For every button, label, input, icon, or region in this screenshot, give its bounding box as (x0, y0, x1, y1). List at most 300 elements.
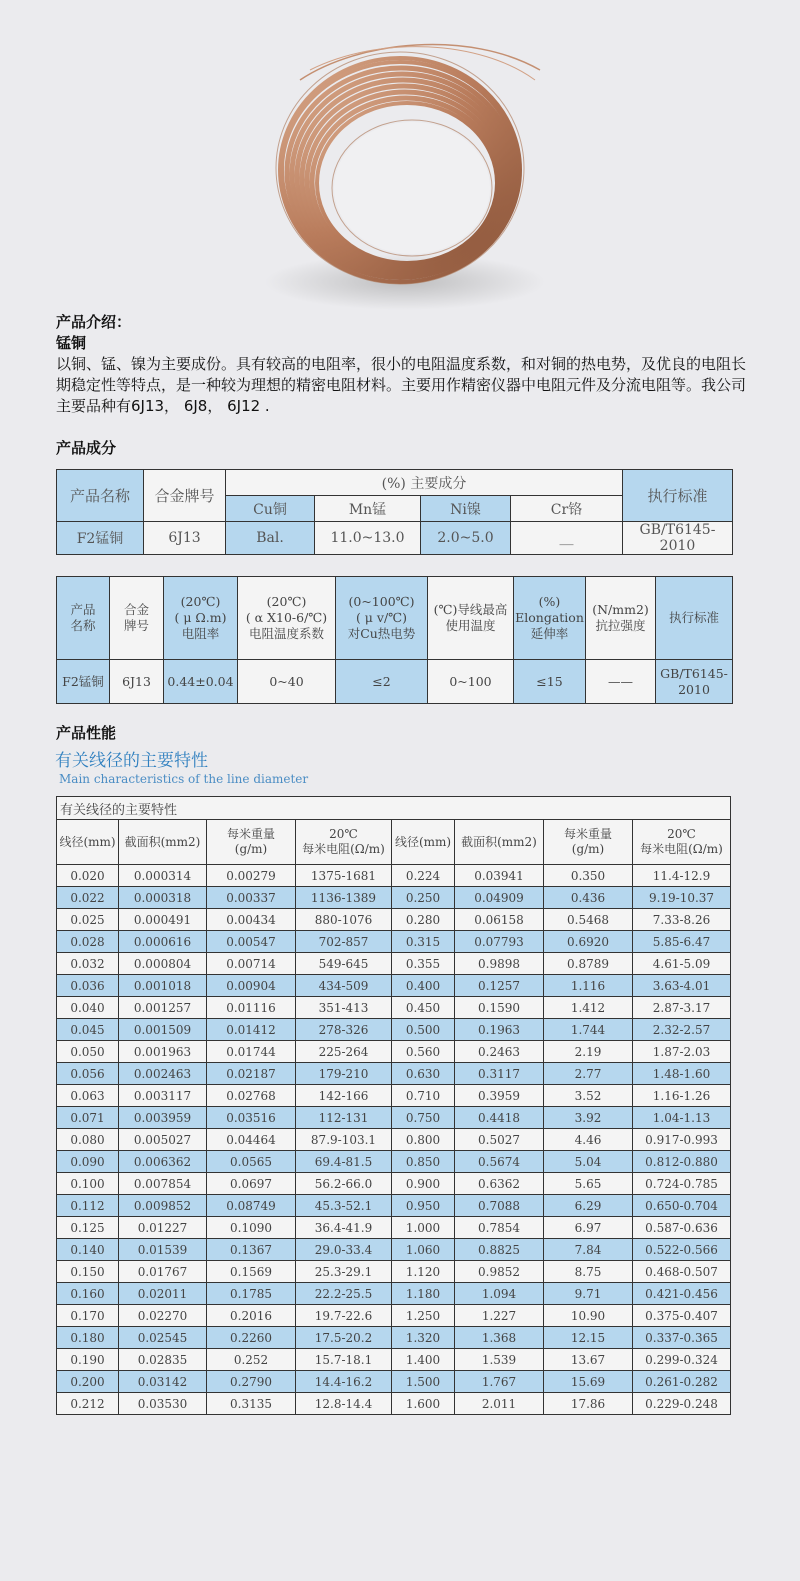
table-cell: 1.16-1.26 (633, 1085, 731, 1107)
table-cell: 0.003117 (119, 1085, 207, 1107)
property-value-cell: —— (586, 660, 656, 704)
table-cell: 0.2260 (207, 1327, 296, 1349)
table-cell: 0.02835 (119, 1349, 207, 1371)
property-value-cell: GB/T6145-2010 (656, 660, 733, 704)
table-cell: 2.19 (544, 1041, 633, 1063)
table-cell: 0.1785 (207, 1283, 296, 1305)
table-cell: 69.4-81.5 (296, 1151, 392, 1173)
table-cell: 0.04464 (207, 1129, 296, 1151)
table-cell: 0.650-0.704 (633, 1195, 731, 1217)
header-line: 使用温度 (445, 618, 496, 633)
table-cell: 1.094 (455, 1283, 544, 1305)
table-cell: 0.2463 (455, 1041, 544, 1063)
table-cell: 1.116 (544, 975, 633, 997)
diameter-column-header (296, 820, 392, 865)
header-cr: Cr铬 (511, 496, 623, 522)
table-cell: 0.468-0.507 (633, 1261, 731, 1283)
table-cell: 6.29 (544, 1195, 633, 1217)
header-line: 对Cu热电势 (347, 626, 416, 641)
table-cell: 7.33-8.26 (633, 909, 731, 931)
table-cell: 0.375-0.407 (633, 1305, 731, 1327)
performance-title: 产品性能 (56, 724, 117, 742)
header-ni: Ni镍 (421, 496, 511, 522)
table-cell: 0.112 (57, 1195, 119, 1217)
table-cell: 0.009852 (119, 1195, 207, 1217)
cell-alloy-grade: 6J13 (144, 522, 226, 555)
table-cell: 1.060 (392, 1239, 455, 1261)
table-cell: 5.65 (544, 1173, 633, 1195)
property-value-cell: 6J13 (110, 660, 164, 704)
table-row (57, 865, 731, 887)
table-cell: 0.020 (57, 865, 119, 887)
table-cell: 0.337-0.365 (633, 1327, 731, 1349)
table-cell: 1.250 (392, 1305, 455, 1327)
table-cell: 0.436 (544, 887, 633, 909)
table-cell: 1.539 (455, 1349, 544, 1371)
table-cell: 1.400 (392, 1349, 455, 1371)
table-cell: 0.000804 (119, 953, 207, 975)
header-product-name: 产品名称 (57, 470, 144, 522)
table-row (57, 1239, 731, 1261)
property-value-cell: 0.44±0.04 (164, 660, 238, 704)
table-row (57, 1305, 731, 1327)
table-cell: 0.6362 (455, 1173, 544, 1195)
table-cell: 56.2-66.0 (296, 1173, 392, 1195)
property-value-cell: 0~40 (238, 660, 336, 704)
header-line: 每米电阻(Ω/m) (302, 842, 385, 856)
table-cell: 13.67 (544, 1349, 633, 1371)
table-cell: 0.1963 (455, 1019, 544, 1041)
table-cell: 0.00547 (207, 931, 296, 953)
table-cell: 0.180 (57, 1327, 119, 1349)
diameter-column-header (119, 820, 207, 865)
table-cell: 9.19-10.37 (633, 887, 731, 909)
table-row (57, 1129, 731, 1151)
table-row (57, 953, 731, 975)
table-cell: 0.710 (392, 1085, 455, 1107)
table-cell: 0.00714 (207, 953, 296, 975)
table-cell: 1.04-1.13 (633, 1107, 731, 1129)
table-cell: 1.180 (392, 1283, 455, 1305)
cell-ni: 2.0~5.0 (421, 522, 511, 555)
table-cell: 434-509 (296, 975, 392, 997)
table-cell: 0.5468 (544, 909, 633, 931)
table-cell: 1136-1389 (296, 887, 392, 909)
table-cell: 6.97 (544, 1217, 633, 1239)
table-cell: 1.767 (455, 1371, 544, 1393)
diameter-column-header (57, 820, 119, 865)
header-line: (N/mm2) (592, 602, 649, 617)
diameter-table (56, 796, 731, 1415)
header-line: 抗拉强度 (595, 618, 646, 633)
table-cell: 0.421-0.456 (633, 1283, 731, 1305)
table-cell: 22.2-25.5 (296, 1283, 392, 1305)
table-cell: 0.01116 (207, 997, 296, 1019)
table-cell: 549-645 (296, 953, 392, 975)
table-cell: 0.724-0.785 (633, 1173, 731, 1195)
header-line: 线径(mm) (394, 834, 452, 849)
table-cell: 0.1569 (207, 1261, 296, 1283)
intro-body: 以铜、锰、镍为主要成份。具有较高的电阻率，很小的电阻温度系数，和对铜的热电势，及优良的电阻长期稳定性等特点，是一种较为理想的精密电阻材料。主要用作精密仪器中电阻元件及分流电阻等。我公司主要品种有6J13， 6J8， 6J12 . (56, 355, 747, 415)
table-cell: 0.9852 (455, 1261, 544, 1283)
wire-coil-image (240, 20, 560, 320)
diameter-column-header (392, 820, 455, 865)
table-cell: 12.8-14.4 (296, 1393, 392, 1415)
diameter-table-caption: 有关线径的主要特性 (57, 797, 731, 820)
table-cell: 1.500 (392, 1371, 455, 1393)
header-line: 牌号 (123, 618, 149, 633)
table-row (57, 1283, 731, 1305)
table-cell: 880-1076 (296, 909, 392, 931)
cell-cr: __ (511, 522, 623, 555)
header-line: ( μ v/℃) (355, 610, 408, 625)
table-cell: 4.61-5.09 (633, 953, 731, 975)
table-cell: 0.07793 (455, 931, 544, 953)
table-cell: 0.03941 (455, 865, 544, 887)
table-cell: 8.75 (544, 1261, 633, 1283)
table-row (57, 1019, 731, 1041)
table-cell: 0.001509 (119, 1019, 207, 1041)
table-cell: 19.7-22.6 (296, 1305, 392, 1327)
table-cell: 0.630 (392, 1063, 455, 1085)
table-cell: 0.8825 (455, 1239, 544, 1261)
table-cell: 0.6920 (544, 931, 633, 953)
table-cell: 0.02187 (207, 1063, 296, 1085)
table-cell: 0.250 (392, 887, 455, 909)
table-row (57, 1041, 731, 1063)
property-header-cell (428, 577, 514, 660)
header-line: 截面积(mm2) (124, 834, 201, 849)
table-cell: 0.125 (57, 1217, 119, 1239)
table-cell: 0.1590 (455, 997, 544, 1019)
table-cell: 3.92 (544, 1107, 633, 1129)
table-cell: 0.00279 (207, 865, 296, 887)
properties-table (56, 576, 733, 704)
table-cell: 1.87-2.03 (633, 1041, 731, 1063)
property-header-cell (656, 577, 733, 660)
table-cell: 1375-1681 (296, 865, 392, 887)
diameter-column-header (544, 820, 633, 865)
property-value-cell: ≤15 (514, 660, 586, 704)
property-header-cell (57, 577, 110, 660)
diameter-column-header (207, 820, 296, 865)
header-line: 合金 (123, 602, 149, 617)
table-cell: 0.1257 (455, 975, 544, 997)
header-line: 20℃ (329, 827, 358, 841)
property-header-cell (238, 577, 336, 660)
header-line: 20℃ (667, 827, 696, 841)
table-cell: 225-264 (296, 1041, 392, 1063)
table-cell: 2.011 (455, 1393, 544, 1415)
composition-table (56, 469, 733, 555)
table-row (57, 1173, 731, 1195)
table-cell: 0.002463 (119, 1063, 207, 1085)
table-cell: 45.3-52.1 (296, 1195, 392, 1217)
table-cell: 0.00337 (207, 887, 296, 909)
table-cell: 0.01227 (119, 1217, 207, 1239)
table-cell: 0.2790 (207, 1371, 296, 1393)
table-cell: 0.000314 (119, 865, 207, 887)
header-line: 电阻温度系数 (248, 626, 324, 641)
table-cell: 4.46 (544, 1129, 633, 1151)
table-cell: 14.4-16.2 (296, 1371, 392, 1393)
table-cell: 0.02270 (119, 1305, 207, 1327)
table-cell: 1.320 (392, 1327, 455, 1349)
table-cell: 12.15 (544, 1327, 633, 1349)
table-cell: 0.5674 (455, 1151, 544, 1173)
header-line: ( α X10-6/℃) (245, 610, 328, 625)
table-cell: 0.071 (57, 1107, 119, 1129)
table-row (57, 975, 731, 997)
cell-cu: Bal. (226, 522, 315, 555)
table-cell: 0.252 (207, 1349, 296, 1371)
table-cell: 0.000491 (119, 909, 207, 931)
table-cell: 0.170 (57, 1305, 119, 1327)
table-cell: 0.001963 (119, 1041, 207, 1063)
table-cell: 0.150 (57, 1261, 119, 1283)
header-line: 电阻率 (181, 626, 220, 641)
header-line: 产品 (70, 602, 96, 617)
table-cell: 1.368 (455, 1327, 544, 1349)
table-row (57, 1063, 731, 1085)
table-row (57, 1195, 731, 1217)
header-line: 截面积(mm2) (461, 834, 537, 849)
table-row (57, 1261, 731, 1283)
property-value-cell: 0~100 (428, 660, 514, 704)
table-cell: 0.06158 (455, 909, 544, 931)
table-cell: 1.48-1.60 (633, 1063, 731, 1085)
header-alloy-grade: 合金牌号 (144, 470, 226, 522)
product-intro (56, 312, 746, 417)
table-cell: 0.900 (392, 1173, 455, 1195)
table-cell: 0.800 (392, 1129, 455, 1151)
table-cell: 17.86 (544, 1393, 633, 1415)
table-row (57, 931, 731, 953)
table-cell: 17.5-20.2 (296, 1327, 392, 1349)
table-cell: 25.3-29.1 (296, 1261, 392, 1283)
table-cell: 0.400 (392, 975, 455, 997)
table-cell: 0.280 (392, 909, 455, 931)
table-cell: 0.04909 (455, 887, 544, 909)
table-row (57, 909, 731, 931)
header-line: 每米重量 (563, 827, 612, 841)
table-cell: 0.350 (544, 865, 633, 887)
table-cell: 702-857 (296, 931, 392, 953)
table-cell: 9.71 (544, 1283, 633, 1305)
table-cell: 7.84 (544, 1239, 633, 1261)
table-cell: 0.007854 (119, 1173, 207, 1195)
table-cell: 0.355 (392, 953, 455, 975)
header-line: 名称 (70, 618, 96, 633)
table-cell: 0.229-0.248 (633, 1393, 731, 1415)
table-cell: 0.950 (392, 1195, 455, 1217)
header-standard: 执行标准 (623, 470, 733, 522)
table-cell: 3.63-4.01 (633, 975, 731, 997)
header-line: 延伸率 (530, 626, 569, 641)
table-cell: 0.01539 (119, 1239, 207, 1261)
property-header-cell (336, 577, 428, 660)
table-cell: 15.7-18.1 (296, 1349, 392, 1371)
table-row (57, 1393, 731, 1415)
table-cell: 0.0697 (207, 1173, 296, 1195)
header-line: (℃)导线最高 (433, 602, 508, 617)
table-cell: 0.063 (57, 1085, 119, 1107)
header-main-composition: (%) 主要成分 (226, 470, 623, 496)
table-cell: 0.03516 (207, 1107, 296, 1129)
header-line: 线径(mm) (59, 834, 116, 849)
table-cell: 0.01744 (207, 1041, 296, 1063)
header-line: (20℃) (180, 594, 221, 609)
table-cell: 0.5027 (455, 1129, 544, 1151)
table-cell: 0.7854 (455, 1217, 544, 1239)
table-cell: 0.261-0.282 (633, 1371, 731, 1393)
header-line: (20℃) (266, 594, 307, 609)
table-row (57, 1085, 731, 1107)
table-cell: 11.4-12.9 (633, 865, 731, 887)
table-cell: 0.02545 (119, 1327, 207, 1349)
table-cell: 0.045 (57, 1019, 119, 1041)
header-mn: Mn锰 (315, 496, 421, 522)
table-cell: 2.87-3.17 (633, 997, 731, 1019)
table-cell: 0.315 (392, 931, 455, 953)
table-cell: 278-326 (296, 1019, 392, 1041)
table-cell: 0.299-0.324 (633, 1349, 731, 1371)
header-line: ( μ Ω.m) (174, 610, 227, 625)
table-cell: 0.587-0.636 (633, 1217, 731, 1239)
table-cell: 0.3117 (455, 1063, 544, 1085)
table-cell: 0.160 (57, 1283, 119, 1305)
table-cell: 0.2016 (207, 1305, 296, 1327)
table-cell: 0.056 (57, 1063, 119, 1085)
table-cell: 0.200 (57, 1371, 119, 1393)
property-header-cell (514, 577, 586, 660)
header-line: 每米重量 (226, 827, 275, 841)
table-cell: 0.3135 (207, 1393, 296, 1415)
table-cell: 0.0565 (207, 1151, 296, 1173)
table-cell: 0.025 (57, 909, 119, 931)
diameter-column-header (633, 820, 731, 865)
table-cell: 0.032 (57, 953, 119, 975)
header-line: (%) (538, 594, 561, 609)
table-cell: 3.52 (544, 1085, 633, 1107)
table-cell: 351-413 (296, 997, 392, 1019)
intro-subheading: 锰铜 (56, 334, 87, 352)
header-line: 每米电阻(Ω/m) (640, 842, 723, 856)
table-cell: 0.140 (57, 1239, 119, 1261)
table-cell: 0.560 (392, 1041, 455, 1063)
table-cell: 5.04 (544, 1151, 633, 1173)
composition-title: 产品成分 (56, 439, 117, 457)
header-line: (0~100℃) (348, 594, 415, 609)
table-row (57, 1349, 731, 1371)
table-cell: 0.212 (57, 1393, 119, 1415)
table-cell: 2.77 (544, 1063, 633, 1085)
property-value-cell: ≤2 (336, 660, 428, 704)
table-cell: 0.001018 (119, 975, 207, 997)
table-cell: 0.1090 (207, 1217, 296, 1239)
table-cell: 0.001257 (119, 997, 207, 1019)
property-header-cell (586, 577, 656, 660)
table-row (57, 887, 731, 909)
table-cell: 142-166 (296, 1085, 392, 1107)
table-cell: 0.917-0.993 (633, 1129, 731, 1151)
table-cell: 1.600 (392, 1393, 455, 1415)
table-cell: 0.080 (57, 1129, 119, 1151)
table-row (57, 1217, 731, 1239)
table-cell: 0.036 (57, 975, 119, 997)
diameter-column-header (455, 820, 544, 865)
table-cell: 0.000616 (119, 931, 207, 953)
table-cell: 0.3959 (455, 1085, 544, 1107)
table-cell: 0.03142 (119, 1371, 207, 1393)
table-row (57, 1327, 731, 1349)
cell-standard: GB/T6145-2010 (623, 522, 733, 555)
table-cell: 0.040 (57, 997, 119, 1019)
intro-heading: 产品介绍： (56, 313, 132, 331)
table-cell: 0.9898 (455, 953, 544, 975)
table-cell: 0.4418 (455, 1107, 544, 1129)
header-line: 执行标准 (668, 610, 719, 625)
table-cell: 0.090 (57, 1151, 119, 1173)
table-cell: 0.01767 (119, 1261, 207, 1283)
table-cell: 0.08749 (207, 1195, 296, 1217)
diameter-heading-cn: 有关线径的主要特性 (55, 751, 208, 771)
table-cell: 0.500 (392, 1019, 455, 1041)
table-cell: 0.812-0.880 (633, 1151, 731, 1173)
table-cell: 0.8789 (544, 953, 633, 975)
table-cell: 1.000 (392, 1217, 455, 1239)
diameter-heading-en: Main characteristics of the line diameter (59, 772, 309, 786)
table-cell: 5.85-6.47 (633, 931, 731, 953)
table-cell: 0.02011 (119, 1283, 207, 1305)
cell-mn: 11.0~13.0 (315, 522, 421, 555)
property-header-cell (164, 577, 238, 660)
table-cell: 179-210 (296, 1063, 392, 1085)
table-row (57, 1151, 731, 1173)
table-cell: 10.90 (544, 1305, 633, 1327)
table-row (57, 997, 731, 1019)
table-cell: 0.100 (57, 1173, 119, 1195)
table-cell: 112-131 (296, 1107, 392, 1129)
table-cell: 0.003959 (119, 1107, 207, 1129)
table-cell: 0.450 (392, 997, 455, 1019)
table-cell: 0.02768 (207, 1085, 296, 1107)
table-cell: 0.000318 (119, 887, 207, 909)
cell-product-name: F2锰铜 (57, 522, 144, 555)
table-row (57, 1107, 731, 1129)
table-cell: 0.01412 (207, 1019, 296, 1041)
table-cell: 0.224 (392, 865, 455, 887)
table-cell: 1.227 (455, 1305, 544, 1327)
table-cell: 0.028 (57, 931, 119, 953)
table-row (57, 1371, 731, 1393)
table-cell: 0.022 (57, 887, 119, 909)
header-line: (g/m) (234, 842, 268, 856)
table-cell: 1.744 (544, 1019, 633, 1041)
table-cell: 15.69 (544, 1371, 633, 1393)
property-header-cell (110, 577, 164, 660)
table-cell: 36.4-41.9 (296, 1217, 392, 1239)
table-cell: 1.120 (392, 1261, 455, 1283)
table-cell: 2.32-2.57 (633, 1019, 731, 1041)
table-cell: 0.750 (392, 1107, 455, 1129)
table-cell: 0.1367 (207, 1239, 296, 1261)
header-cu: Cu铜 (226, 496, 315, 522)
header-line: (g/m) (571, 842, 605, 856)
table-cell: 0.00904 (207, 975, 296, 997)
table-cell: 0.522-0.566 (633, 1239, 731, 1261)
table-cell: 0.006362 (119, 1151, 207, 1173)
